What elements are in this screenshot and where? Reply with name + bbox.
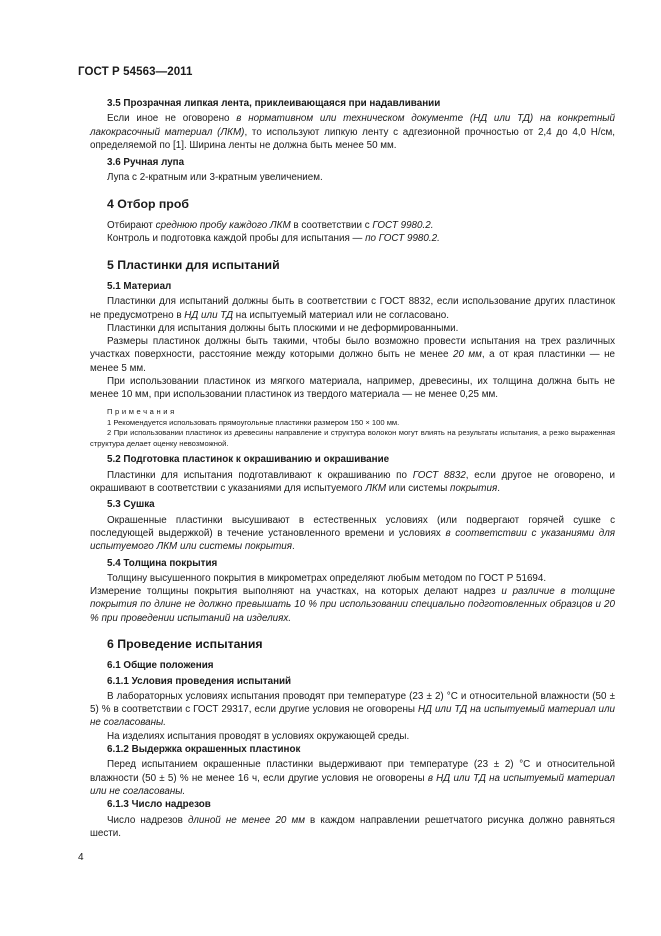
clause-3-5-text: [90, 112, 615, 152]
clause-5-3-title: 5.3 Сушка: [107, 499, 155, 511]
text-run: Измерение толщины покрытия выполняют на участках, на которых делают надрез: [90, 586, 502, 598]
clause-5-2-text: [90, 469, 615, 496]
section-5-title: 5 Пластинки для испытаний: [107, 257, 280, 272]
italic-run: 20 мм: [452, 349, 482, 361]
document-body: [90, 97, 615, 840]
italic-run: НД или ТД: [184, 309, 234, 321]
text-run: .: [497, 483, 500, 495]
section-4-para-1: [90, 219, 615, 232]
text-run: В лабораторных условиях испытания проводят при температуре (23 ± 2) °С и относительной влажности (50 ± 5) % в соответствии с ГОСТ 29317, если другие условия не оговорены: [90, 690, 615, 716]
text-run: Число надрезов: [107, 814, 188, 826]
text-run: Если иное не оговорено: [107, 113, 237, 125]
clause-5-1-title: 5.1 Материал: [107, 280, 172, 292]
clause-6-1-3-text: [90, 814, 615, 841]
clause-5-4-para-1: Толщину высушенного покрытия в микрометрах определяют любым методом по ГОСТ Р 51694.: [107, 572, 547, 584]
italic-run: ГОСТ 9980.2.: [372, 220, 434, 232]
text-run: Размеры пластинок должны быть такими, чтобы было возможно провести испытания на трех различных участках поверхности, расстояние между которыми должно быть не менее: [90, 336, 615, 361]
clause-5-1-para-4: При использовании пластинок из мягкого материала, например, древесины, их толщина должна быть не менее 10 мм, при использовании пластинок из твердого материала — не менее 0,25 мм.: [90, 376, 615, 401]
clause-6-1-1-para-2: На изделиях испытания проводят в условиях окружающей среды.: [107, 730, 410, 742]
clause-5-4-para-2: [90, 585, 615, 625]
italic-run: НД или ТД на испытуемый материал или не согласованы.: [90, 704, 615, 729]
section-4-para-2: [90, 232, 615, 245]
notes-label: Примечания: [107, 406, 177, 416]
clause-3-5-title: 3.5 Прозрачная липкая лента, приклеивающаяся при надавливании: [107, 98, 441, 109]
italic-run: и различие в толщине покрытия по длине не должно превышать 10 % при использовании специально подготовленных образцов и 20 % при проведении испытаний на изделиях.: [90, 586, 616, 624]
text-run: , если другое не оговорено, и окрашивают в соответствии с указаниями для испытуемого: [90, 469, 615, 495]
clause-6-1-2-text: [90, 758, 615, 798]
text-run: , то используют липкую ленту с адгезионной прочностью от 2,4 до 4,0 Н/см, определяемой по [1]. Ширина ленты не должна быть менее 50 мм.: [90, 126, 615, 151]
clause-3-6-text: Лупа с 2-кратным или 3-кратным увеличением.: [107, 172, 323, 184]
italic-run: в нормативном или техническом документе (НД или ТД) на конкретный лакокрасочный материал (ЛКМ): [90, 113, 615, 138]
text-run: Контроль и подготовка каждой пробы для испытания —: [107, 233, 366, 245]
clause-5-1-para-1: [90, 295, 615, 322]
note-2: 2 При использовании пластинок из древесины направление и структура волокон могут влиять на результаты испытания, а резко выраженная структура делает оценку невозможной.: [90, 428, 615, 448]
text-run: или системы: [386, 483, 451, 495]
text-run: Пластинки для испытаний должны быть в соответствии с ГОСТ 8832, если использование других пластинок не предусмотрено в: [90, 296, 615, 321]
clause-6-1-2-title: 6.1.2 Выдержка окрашенных пластинок: [107, 744, 301, 756]
text-run: в соответствии с: [290, 220, 373, 232]
clause-5-3-text: [90, 514, 615, 554]
text-run: на испытуемый материал или не согласовано.: [233, 309, 450, 321]
text-run: в каждом направлении решетчатого рисунка должно равняться шести.: [90, 814, 615, 839]
italic-run: в НД или ТД на испытуемый материал или не согласованы.: [90, 772, 615, 797]
italic-run: покрытия: [450, 483, 498, 495]
page-number: 4: [78, 852, 84, 863]
text-run: Отбирают: [107, 220, 156, 232]
text-run: .: [292, 541, 295, 553]
text-run: , а от края пластинки — не менее 5 мм.: [90, 349, 615, 374]
clause-6-1-title: 6.1 Общие положения: [107, 660, 214, 672]
note-1: 1 Рекомендуется использовать прямоугольные пластинки размером 150 × 100 мм.: [107, 417, 400, 427]
italic-run: ГОСТ 8832: [412, 469, 466, 481]
italic-run: длиной не менее 20 мм: [187, 814, 305, 826]
italic-run: в соответствии с указаниями для испытуемого ЛКМ или системы покрытия: [90, 527, 615, 553]
clause-5-1-para-2: Пластинки для испытания должны быть плоскими и не деформированными.: [107, 322, 459, 334]
italic-run: по ГОСТ 9980.2.: [365, 233, 440, 245]
clause-3-6-title: 3.6 Ручная лупа: [107, 157, 185, 169]
clause-5-1-para-3: [90, 335, 615, 375]
italic-run: ЛКМ: [365, 483, 387, 495]
clause-5-2-title: 5.2 Подготовка пластинок к окрашиванию и окрашивание: [107, 454, 390, 466]
clause-6-1-3-title: 6.1.3 Число надрезов: [107, 799, 211, 811]
document-header: ГОСТ Р 54563—2011: [78, 66, 193, 78]
clause-6-1-1-para-1: [90, 690, 615, 730]
section-4-title: 4 Отбор проб: [107, 196, 189, 211]
italic-run: среднюю пробу каждого ЛКМ: [155, 220, 291, 232]
clause-5-4-title: 5.4 Толщина покрытия: [107, 557, 218, 569]
section-6-title: 6 Проведение испытания: [107, 636, 263, 651]
text-run: Пластинки для испытания подготавливают к окрашиванию по: [107, 469, 413, 481]
text-run: Окрашенные пластинки высушивают в естественных условиях (или подвергают горячей сушке с последующей выдержкой) в течение установленного времени и условиях: [90, 514, 615, 539]
text-run: Перед испытанием окрашенные пластинки выдерживают при температуре (23 ± 2) °С и относительной влажности (50 ± 5) % не менее 16 ч, если другие условия не оговорены: [90, 759, 615, 784]
clause-6-1-1-title: 6.1.1 Условия проведения испытаний: [107, 675, 292, 687]
